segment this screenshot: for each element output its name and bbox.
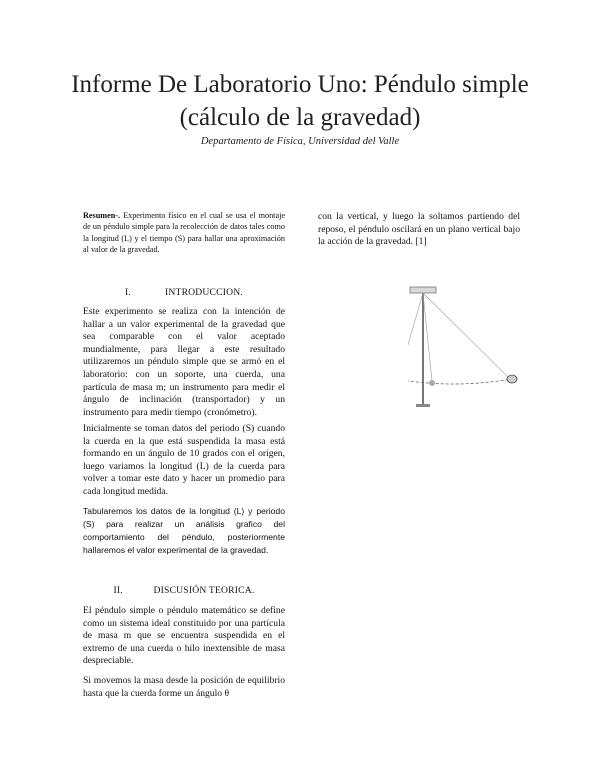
right-column-paragraph: con la vertical, y luego la soltamos partiendo del reposo, el péndulo oscilará en un plano vertical bajo la acción de la gravedad. [1] xyxy=(318,211,520,248)
theory-paragraph-1: El péndulo simple o péndulo matemático se define como un sistema ideal constituido por una partícula de masa m que se encuentra suspendida en el extremo de una cuerda o hilo inextensible de masa despreciable. xyxy=(83,605,285,667)
theory-paragraph-2: Si movemos la masa desde la posición de equilibrio hasta que la cuerda forme un ángulo θ xyxy=(83,675,285,699)
intro-paragraph-3: Tabularemos los datos de la longitud (L) y periodo (S) para realizar un análisis grafico del comportamiento del péndulo, posteriormente hallaremos el valor experimental de la gravedad. xyxy=(83,506,285,555)
section-number: I. xyxy=(124,287,131,298)
pendulum-figure xyxy=(408,284,528,414)
section-title: INTRODUCCION. xyxy=(164,287,243,298)
affiliation: Departamento de Física, Universidad del Valle xyxy=(200,136,400,147)
section-number: II. xyxy=(113,585,123,596)
title-line-1: Informe De Laboratorio Uno: Péndulo simple xyxy=(71,71,529,98)
section-heading-theory xyxy=(83,585,285,598)
pendulum-support-top xyxy=(410,287,436,293)
abstract-text: Experimento físico en el cual se usa el montaje de un péndulo simple para la recolección de datos tales como la longitud (L) y el tiempo (S) para hallar una aproximación al valor de la gravedad. xyxy=(83,211,285,255)
title-line-2: (cálculo de la gravedad) xyxy=(179,104,421,131)
pendulum-string-middle xyxy=(423,293,432,381)
intro-paragraph-1: Este experimento se realiza con la intención de hallar a un valor experimental de la gravedad que sea comparable con el valor aceptado mundialmente, para llegar a este resultado utilizaremos un péndulo simple que se armó en el laboratorio: con un soporte, una cuerda, una partícula de masa m; un instrumento para medir el ángulo de inclinación (transportador) y un instrumento para medir tiempo (cronómetro). xyxy=(83,306,285,418)
pendulum-stand-base xyxy=(416,404,430,407)
paper-title xyxy=(60,68,540,134)
intro-paragraph-2: Inicialmente se toman datos del periodo (S) cuando la cuerda en la que está suspendida la masa está formando en un ángulo de 10 grados con el origen, luego variamos la longitud (L) de la cuerda para volver a tomar este dato y hacer un promedio para cada longitud medida. xyxy=(83,423,285,497)
abstract xyxy=(83,210,285,256)
section-heading-intro xyxy=(83,287,285,300)
abstract-label: Resumen-. xyxy=(83,211,121,220)
section-title: DISCUSIÓN TEORICA. xyxy=(153,585,255,596)
pendulum-bob-middle xyxy=(429,380,435,386)
pendulum-string-left xyxy=(408,293,423,379)
pendulum-string-right xyxy=(423,293,510,379)
pendulum-bob-right xyxy=(507,375,517,383)
